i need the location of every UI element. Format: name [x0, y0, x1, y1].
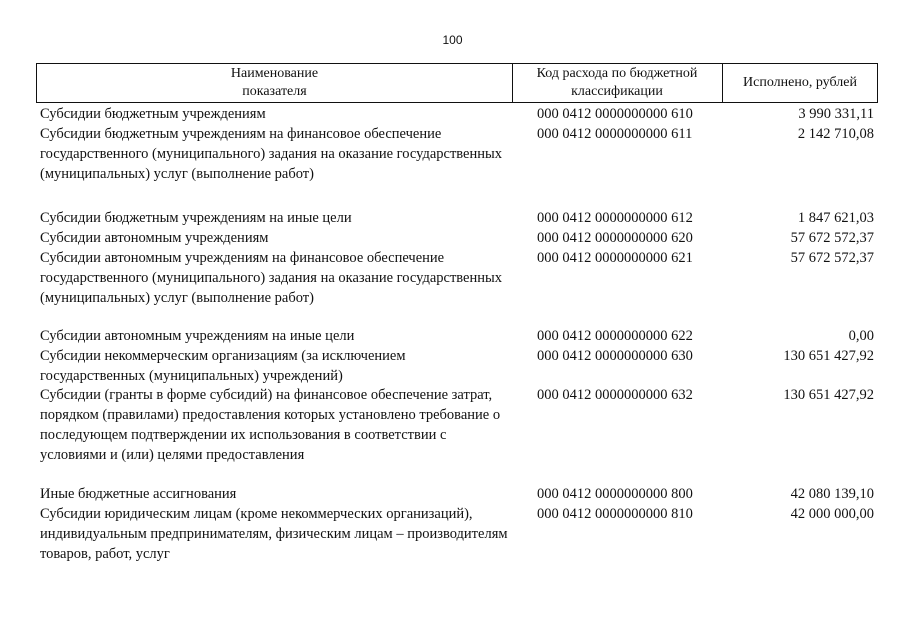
row-code: 000 0412 0000000000 632: [537, 387, 693, 403]
row-name: Субсидии бюджетным учреждениям: [40, 106, 266, 122]
table-row: [0, 248, 905, 326]
table-body: [0, 104, 905, 564]
row-amount: 130 651 427,92: [783, 348, 874, 364]
header-amount-column: Исполнено, рублей: [743, 75, 857, 90]
row-code: 000 0412 0000000000 621: [537, 250, 693, 266]
row-name: Субсидии автономным учреждениям на иные цели: [40, 328, 355, 344]
table-row: [0, 385, 905, 484]
header-code-line1: Код расхода по бюджетной: [536, 66, 698, 81]
header-name-line1: Наименование: [230, 66, 319, 81]
table-row: [0, 228, 905, 248]
row-name: Субсидии бюджетным учреждениям на финансовое обеспечение государственного (муниципального) задания на оказание государственных (муниципальных) услуг (выполнение работ): [40, 126, 502, 182]
table-header: [36, 63, 878, 103]
row-code: 000 0412 0000000000 630: [537, 348, 693, 364]
row-amount: 0,00: [848, 328, 874, 344]
row-name: Субсидии (гранты в форме субсидий) на финансовое обеспечение затрат, порядком (правилами) предоставления которых установлено требование о последующем подтверждении их использования в соответствии с условиями и (или) целями предоставления: [40, 387, 501, 463]
table-row: [0, 104, 905, 124]
row-code: 000 0412 0000000000 800: [537, 486, 693, 502]
row-code: 000 0412 0000000000 620: [537, 230, 693, 246]
row-amount: 1 847 621,03: [797, 210, 874, 226]
row-amount: 57 672 572,37: [790, 230, 874, 246]
row-amount: 42 080 139,10: [790, 486, 874, 502]
table-row: [0, 504, 905, 564]
header-code-line2: классификации: [571, 84, 663, 99]
table-row: [0, 208, 905, 228]
row-code: 000 0412 0000000000 810: [537, 506, 693, 522]
table-row: [0, 484, 905, 504]
row-name: Субсидии автономным учреждениям: [40, 230, 269, 246]
page-number: 100: [442, 33, 463, 47]
header-code-column: [512, 64, 723, 102]
row-code: 000 0412 0000000000 611: [537, 126, 693, 142]
row-name: Иные бюджетные ассигнования: [40, 486, 237, 502]
row-name: Субсидии некоммерческим организациям (за исключением государственных (муниципальных) учреждений): [40, 348, 406, 384]
row-amount: 130 651 427,92: [783, 387, 874, 403]
row-code: 000 0412 0000000000 622: [537, 328, 693, 344]
row-name: Субсидии юридическим лицам (кроме некоммерческих организаций), индивидуальным предпринимателям, физическим лицам – производителям товаров, работ, услуг: [40, 506, 508, 562]
table-row: [0, 124, 905, 208]
row-code: 000 0412 0000000000 610: [537, 106, 693, 122]
row-code: 000 0412 0000000000 612: [537, 210, 693, 226]
row-name: Субсидии автономным учреждениям на финансовое обеспечение государственного (муниципального) задания на оказание государственных (муниципальных) услуг (выполнение работ): [40, 250, 502, 306]
header-name-line2: показателя: [242, 84, 307, 99]
header-name-column: [37, 64, 513, 102]
row-name: Субсидии бюджетным учреждениям на иные цели: [40, 210, 352, 226]
table-row: [0, 346, 905, 385]
row-amount: 3 990 331,11: [798, 106, 874, 122]
row-amount: 42 000 000,00: [790, 506, 874, 522]
table-row: [0, 326, 905, 346]
row-amount: 2 142 710,08: [797, 126, 874, 142]
row-amount: 57 672 572,37: [790, 250, 874, 266]
